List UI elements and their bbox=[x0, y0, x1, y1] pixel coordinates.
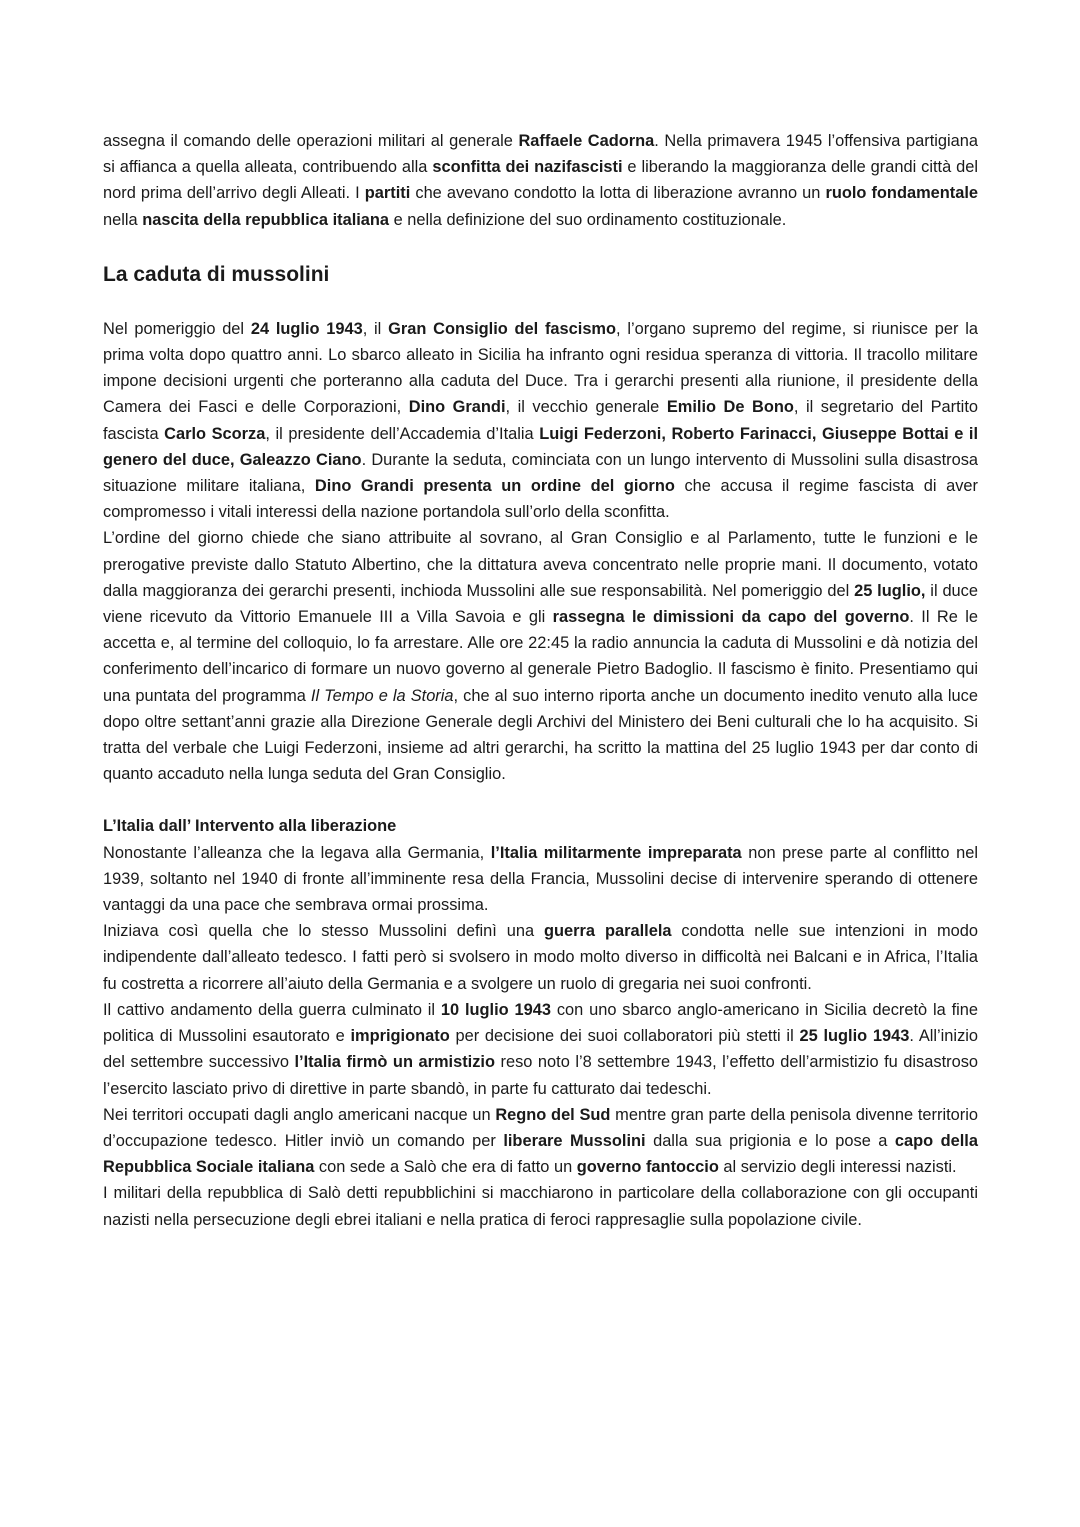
italic-text: Il Tempo e la Storia bbox=[310, 686, 454, 705]
bold-text: liberare Mussolini bbox=[503, 1131, 646, 1150]
text-segment: che accusa il regime fascista di aver compromesso i vitali interessi della nazione portandola sull’orlo della sconfitta. bbox=[103, 477, 978, 522]
intervento-paragraph-3 bbox=[103, 997, 978, 1102]
text-segment: . Durante la seduta, cominciata con un lungo intervento di Mussolini sulla disastrosa situazione militare italiana, bbox=[103, 450, 979, 496]
text-segment: nella bbox=[103, 210, 143, 229]
bold-text: rassegna le dimissioni da capo del governo bbox=[552, 608, 910, 627]
bold-text: imprigionato bbox=[350, 1027, 450, 1046]
text-segment: Nel pomeriggio del bbox=[103, 319, 251, 338]
bold-text: Emilio De Bono bbox=[666, 398, 794, 417]
bold-text: 10 luglio 1943 bbox=[440, 1000, 551, 1019]
bold-text: Dino Grandi bbox=[408, 398, 506, 417]
text-segment: . Il Re le accetta e, al termine del colloquio, lo fa arrestare. Alle ore 22:45 la radio annuncia la caduta di Mussolini e dà notizia del conferimento dell’incarico di formare un nuovo governo al generale Pietro Badoglio. Il fascismo è finito. Presentiamo qui una puntata del programma bbox=[103, 608, 978, 705]
bold-text: ruolo fondamentale bbox=[825, 184, 979, 203]
text-segment: con uno sbarco anglo-americano in Sicilia decretò la fine politica di Mussolini esautorato e bbox=[103, 1000, 979, 1046]
bold-text: Dino Grandi presenta un ordine del giorno bbox=[314, 477, 675, 496]
text-segment: , che al suo interno riporta anche un documento inedito venuto alla luce dopo oltre settant’anni grazie alla Direzione Generale degli Archivi del Ministero dei Beni culturali che lo ha acquisito. Si tratta del verbale che Luigi Federzoni, insieme ad altri gerarchi, ha scritto la mattina del 25 luglio 1943 per dar conto di quanto accaduto nella lunga seduta del Gran Consiglio. bbox=[103, 686, 978, 784]
text-segment: con sede a Salò che era di fatto un bbox=[314, 1158, 577, 1177]
bold-text: Raffaele Cadorna bbox=[518, 132, 655, 150]
section-title-caduta: La caduta di mussolini bbox=[103, 262, 330, 286]
text-segment: e nella definizione del suo ordinamento costituzionale. bbox=[389, 210, 787, 229]
text-segment: assegna il comando delle operazioni militari al generale bbox=[103, 132, 519, 150]
intervento-paragraph-4 bbox=[103, 1102, 978, 1181]
text-segment: . Nella primavera 1945 l’offensiva partigiana si affianca a quella alleata, contribuendo alla bbox=[103, 132, 978, 177]
document-page bbox=[103, 128, 978, 1233]
text-segment: , l’organo supremo del regime, si riunisce per la prima volta dopo quattro anni. Lo sbarco alleato in Sicilia ha infranto ogni residua speranza di vittoria. Il tracollo militare impone decisioni urgenti che porteranno alla caduta del Duce. Tra i gerarchi presenti alla riunione, il presidente della Camera dei Fasci e delle Corporazioni, bbox=[103, 319, 979, 417]
text-segment: per decisione dei suoi collaboratori più stetti il bbox=[449, 1027, 800, 1046]
text-segment: Nonostante l’alleanza che la legava alla Germania, bbox=[103, 843, 491, 862]
text-segment: e liberando la maggioranza delle grandi città del nord prima dell’arrivo degli Alleati. I bbox=[103, 158, 978, 203]
bold-text: l’Italia firmò un armistizio bbox=[294, 1053, 495, 1072]
text-segment: che avevano condotto la lotta di liberazione avranno un bbox=[410, 184, 826, 203]
text-segment: il duce viene ricevuto da Vittorio Emanuele III a Villa Savoia e gli bbox=[103, 581, 978, 627]
caduta-paragraph-2 bbox=[103, 525, 978, 787]
text-segment: Nei territori occupati dagli anglo americani nacque un bbox=[103, 1105, 496, 1124]
bold-text: governo fantoccio bbox=[576, 1158, 719, 1177]
intervento-paragraph-5 bbox=[103, 1180, 978, 1232]
bold-text: Carlo Scorza bbox=[164, 424, 266, 443]
bold-text: 25 luglio 1943 bbox=[799, 1027, 910, 1046]
text-segment: . All’inizio del settembre successivo bbox=[103, 1027, 979, 1072]
text-segment: mentre gran parte della penisola divenne territorio d’occupazione tedesco. Hitler inviò un comando per bbox=[103, 1105, 978, 1150]
bold-text: capo della Repubblica Sociale italiana bbox=[103, 1131, 978, 1177]
text-segment: I militari della repubblica di Salò detti repubblichini si macchiarono in particolare della collaborazione con gli occupanti nazisti nella persecuzione degli ebrei italiani e nella pratica di feroci rappresaglie sulla popolazione civile. bbox=[103, 1184, 978, 1229]
bold-text: 24 luglio 1943 bbox=[250, 319, 363, 338]
section-title-intervento: L’Italia dall’ Intervento alla liberazione bbox=[103, 817, 397, 836]
caduta-paragraph-1 bbox=[103, 316, 978, 526]
bold-text: guerra parallela bbox=[544, 922, 672, 941]
bold-text: l’Italia militarmente impreparata bbox=[490, 843, 742, 862]
text-segment: reso noto l’8 settembre 1943, l’effetto dell’armistizio fu disastroso l’esercito lasciato privo di direttive in parte sbandò, in parte fu catturato dai tedeschi. bbox=[103, 1053, 979, 1098]
text-segment: L’ordine del giorno chiede che siano attribuite al sovrano, al Gran Consiglio e al Parlamento, tutte le funzioni e le prerogative previste dallo Statuto Albertino, che la dittatura aveva concentrato nelle proprie mani. Il documento, votato dalla maggioranza dei gerarchi presenti, inchioda Mussolini alle sue responsabilità. Nel pomeriggio del bbox=[103, 529, 978, 600]
bold-text: Gran Consiglio del fascismo bbox=[388, 319, 617, 338]
text-segment: , il segretario del Partito fascista bbox=[103, 398, 978, 443]
text-segment: , il presidente dell’Accademia d’Italia bbox=[265, 424, 540, 443]
bold-text: partiti bbox=[364, 184, 411, 203]
text-segment: , il bbox=[362, 319, 389, 338]
text-segment: Il cattivo andamento della guerra culminato il bbox=[103, 1000, 441, 1019]
text-segment: dalla sua prigionia e lo pose a bbox=[645, 1131, 895, 1150]
text-segment: al servizio degli interessi nazisti. bbox=[718, 1158, 957, 1177]
text-segment: , il vecchio generale bbox=[505, 398, 667, 417]
bold-text: Regno del Sud bbox=[495, 1105, 611, 1124]
bold-text: sconfitta dei nazifascisti bbox=[432, 158, 623, 177]
intervento-paragraph-2 bbox=[103, 918, 978, 997]
bold-text: nascita della repubblica italiana bbox=[142, 210, 390, 229]
bold-text: Luigi Federzoni, Roberto Farinacci, Giuseppe Bottai e il genero del duce, Galeazzo Ciano bbox=[103, 424, 978, 469]
bold-text: 25 luglio, bbox=[854, 581, 926, 600]
intro-paragraph bbox=[103, 128, 978, 233]
text-segment: condotta nelle sue intenzioni in modo indipendente dall’alleato tedesco. I fatti però si svolsero in modo molto diverso in difficoltà nei Balcani e in Africa, l’Italia fu costretta a ricorrere all’aiuto della Germania e a svolgere un ruolo di gregaria nei suoi confronti. bbox=[103, 922, 978, 993]
intervento-paragraph-1 bbox=[103, 840, 978, 919]
text-segment: non prese parte al conflitto nel 1939, soltanto nel 1940 di fronte all’imminente resa della Francia, Mussolini decise di intervenire sperando di ottenere vantaggi da una pace che sembrava ormai prossima. bbox=[103, 843, 978, 915]
text-segment: Iniziava così quella che lo stesso Mussolini definì una bbox=[103, 922, 545, 941]
